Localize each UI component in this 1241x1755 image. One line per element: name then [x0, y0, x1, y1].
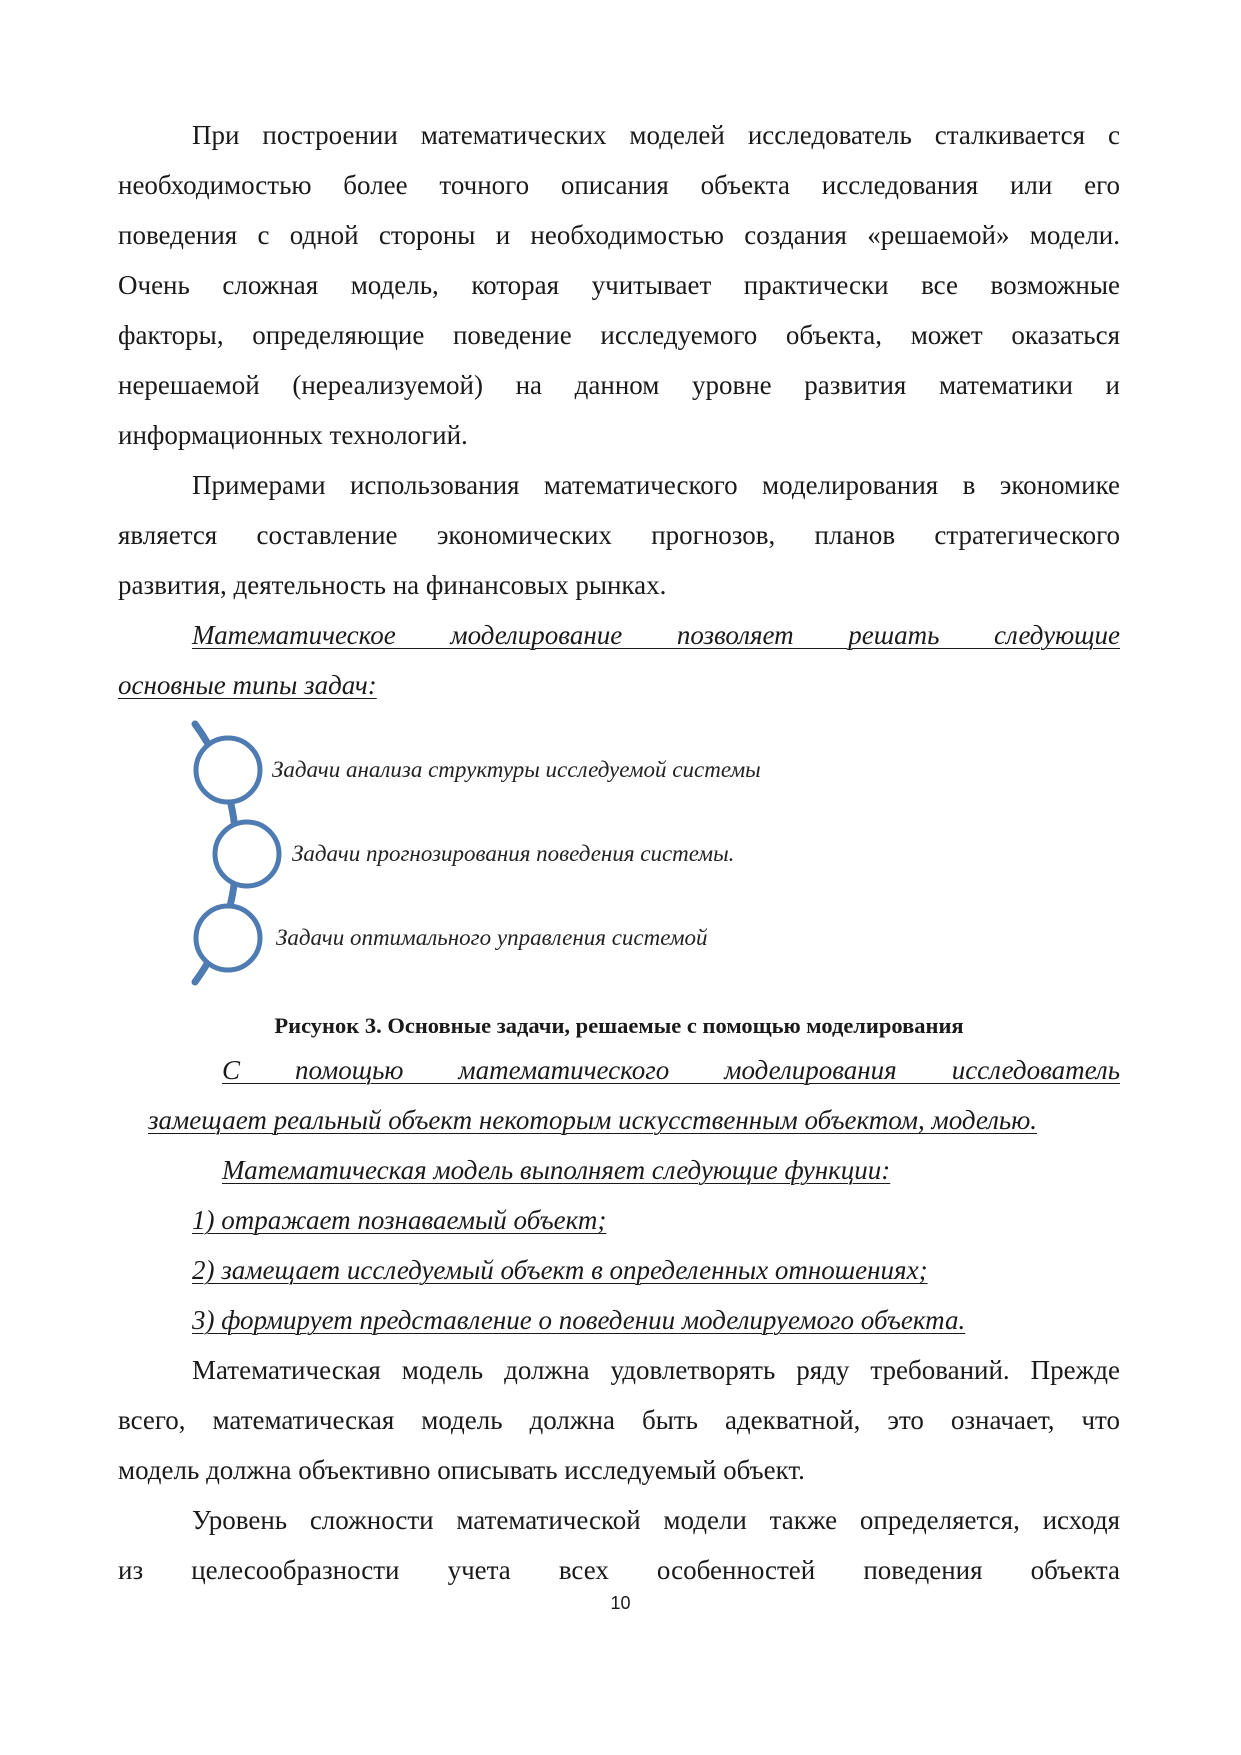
paragraph-4-line: Уровень сложности математической модели также определяется, исходя [192, 1505, 1120, 1535]
diagram-item-analysis: Задачи анализа структуры исследуемой системы [272, 757, 761, 782]
paragraph-3-line: всего, математическая модель должна быть адекватной, это означает, что [118, 1405, 1120, 1435]
paragraph-1-line: информационных технологий. [118, 420, 468, 450]
tasks-heading-line: основные типы задач: [118, 670, 377, 700]
tasks-diagram [190, 718, 830, 990]
diagram-circle-1 [196, 738, 260, 802]
paragraph-1-line: нерешаемой (нереализуемой) на данном уровне развития математики и [118, 370, 1120, 400]
paragraph-3-line: модель должна объективно описывать исследуемый объект. [118, 1455, 805, 1485]
substitution-line: замещает реальный объект некоторым искусственным объектом, моделью. [148, 1105, 1037, 1135]
figure-caption: Рисунок 3. Основные задачи, решаемые с помощью моделирования [274, 1013, 964, 1038]
paragraph-2-line: развития, деятельность на финансовых рынках. [118, 570, 667, 600]
paragraph-1-line: Очень сложная модель, которая учитывает практически все возможные [118, 270, 1120, 300]
paragraph-1-line: поведения с одной стороны и необходимостью создания «решаемой» модели. [118, 220, 1120, 250]
function-item: 2) замещает исследуемый объект в определенных отношениях; [192, 1255, 928, 1285]
diagram-circle-2 [215, 822, 279, 886]
function-item: 3) формирует представление о поведении моделируемого объекта. [192, 1305, 966, 1335]
paragraph-2-line: Примерами использования математического моделирования в экономике [192, 470, 1120, 500]
function-item: 1) отражает познаваемый объект; [192, 1205, 607, 1235]
paragraph-1-line: При построении математических моделей исследователь сталкивается с [192, 120, 1120, 150]
diagram-item-forecasting: Задачи прогнозирования поведения системы. [292, 841, 735, 866]
paragraph-1-line: факторы, определяющие поведение исследуемого объекта, может оказаться [118, 320, 1120, 350]
functions-heading: Математическая модель выполняет следующие функции: [222, 1155, 891, 1185]
diagram-circle-3 [196, 906, 260, 970]
paragraph-4-line: из целесообразности учета всех особенностей поведения объекта [118, 1555, 1120, 1585]
paragraph-2-line: является составление экономических прогнозов, планов стратегического [118, 520, 1120, 550]
diagram-item-optimal-control: Задачи оптимального управления системой [276, 925, 708, 950]
paragraph-3-line: Математическая модель должна удовлетворять ряду требований. Прежде [192, 1355, 1120, 1385]
page-number: 10 [610, 1593, 631, 1613]
paragraph-1-line: необходимостью более точного описания объекта исследования или его [118, 170, 1120, 200]
substitution-line: С помощью математического моделирования исследователь [222, 1055, 1120, 1085]
tasks-heading-line: Математическое моделирование позволяет решать следующие [192, 620, 1120, 650]
